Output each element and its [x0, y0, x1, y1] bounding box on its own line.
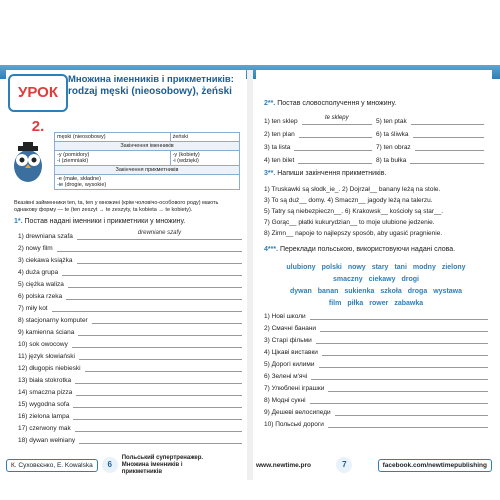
grid-row [264, 138, 488, 151]
item-prompt: 5) ciężka waliza [18, 281, 64, 288]
page-number-right: 7 [336, 457, 352, 473]
item-prompt: 3) ta lista [264, 144, 291, 151]
answer-line[interactable] [75, 422, 242, 432]
answer-line[interactable] [68, 278, 242, 288]
list-item [264, 392, 488, 404]
item-prompt: 9) Дешеві велосипеди [264, 409, 331, 416]
grid-cell [376, 154, 488, 164]
item-prompt: 3) ciekawa książka [18, 257, 73, 264]
task2-number: 2**. [264, 100, 276, 107]
item-prompt: 1) ten sklep [264, 118, 298, 125]
answer-line[interactable] [79, 434, 242, 444]
word-bank-word: banan [317, 288, 339, 295]
table-cell: -y (pomidory) -i (ziemniaki) [55, 151, 171, 166]
item-prompt: 12) długopis niebieski [18, 365, 81, 372]
grid-cell [264, 141, 376, 151]
right-page [256, 70, 492, 475]
item-prompt: 15) wygodna sofa [18, 401, 70, 408]
list-item [18, 420, 242, 432]
grid-cell [376, 128, 488, 138]
answer-line[interactable] [328, 418, 488, 428]
answer-line[interactable] [75, 374, 242, 384]
book-title: Польський супертренажер. Множина іменників і прикметників [121, 454, 204, 475]
answer-line[interactable] [73, 398, 242, 408]
item-prompt: 14) smaczna pizza [18, 389, 73, 396]
word-bank-word: dywan [289, 288, 312, 295]
word-bank-word: piłka [347, 300, 364, 307]
task4-text: Переклади польською, використовуючи надані слова. [279, 246, 456, 253]
task1-heading [14, 218, 185, 225]
word-bank-word: szkoła [380, 288, 402, 295]
task1-list [18, 228, 242, 444]
item-prompt: 4) duża grupa [18, 269, 59, 276]
answer-line[interactable] [57, 242, 242, 252]
table-col-fem: żeński [170, 133, 239, 142]
item-prompt: 13) biała stokrotka [18, 377, 72, 384]
sentence: 3) To są duż__ domy. 4) Smaczn__ jagody leżą na talerzu. [264, 197, 433, 204]
list-item [264, 320, 488, 332]
item-prompt: 8) Модні сукні [264, 397, 306, 404]
item-prompt: 8) ta bułka [376, 157, 407, 164]
task3-text: Напиши закінчення прикметників. [277, 170, 387, 177]
grid-cell [264, 115, 376, 125]
task2-heading [264, 100, 396, 107]
word-bank-word: sukienka [344, 288, 375, 295]
item-prompt: 6) polska rzeka [18, 293, 63, 300]
right-footer [256, 455, 492, 475]
lesson-title [68, 74, 246, 98]
site-link[interactable]: www.newtime.pro [256, 461, 312, 469]
book-spine [247, 70, 253, 480]
grid-row [264, 125, 488, 138]
list-item [264, 368, 488, 380]
word-bank-word: stary [371, 264, 389, 271]
sentence: 8) Zimn__ napoje to najlepszy sposób, aby ugasić pragnienie. [264, 230, 443, 237]
grid-cell [376, 115, 488, 125]
answer-line[interactable] [310, 394, 488, 404]
answer-line[interactable] [335, 406, 488, 416]
answer-line[interactable] [78, 326, 242, 336]
item-prompt: 8) stacjonarny komputer [18, 317, 88, 324]
answer-line[interactable] [77, 254, 242, 264]
item-prompt: 1) drewniana szafa [18, 233, 73, 240]
word-bank-word: smaczny [333, 276, 363, 283]
word-bank-word: modny [412, 264, 436, 271]
item-prompt: 11) język słowiański [18, 353, 75, 360]
item-prompt: 2) Смачні банани [264, 325, 317, 332]
grammar-note: Вказівні займенники ten, ta, ten у множині (крім чоловічо-особового роду) мають однакову форму — te (ten zeszyt → te zeszyty, ta kobieta → te kobiety). [14, 200, 219, 213]
left-footer [6, 455, 246, 475]
task4-number: 4***. [264, 246, 279, 253]
task3-heading [264, 170, 386, 177]
table-col-masc: męski (nieosobowy) [55, 133, 171, 142]
list-item [18, 408, 242, 420]
list-item [18, 300, 242, 312]
item-prompt: 17) czerwony mak [18, 425, 71, 432]
item-prompt: 5) ten ptak [376, 118, 407, 125]
answer-line[interactable] [411, 115, 484, 125]
list-item [18, 360, 242, 372]
answer-line[interactable] [322, 346, 488, 356]
facebook-link[interactable]: facebook.com/newtimepublishing [378, 459, 492, 472]
list-item [264, 332, 488, 344]
list-item [18, 384, 242, 396]
word-bank-word: film [328, 300, 342, 307]
item-prompt: 5) Дорогі килими [264, 361, 315, 368]
word-bank-word: ulubiony [286, 264, 316, 271]
item-prompt: 10) sok owocowy [18, 341, 68, 348]
item-prompt: 6) ta śliwka [376, 131, 409, 138]
owl-mascot-icon [8, 140, 48, 184]
item-prompt: 3) Старі фільми [264, 337, 312, 344]
item-prompt: 4) Цікаві виставки [264, 349, 318, 356]
list-item [264, 356, 488, 368]
grammar-table [54, 132, 240, 190]
table-adj-header: Закінчення прикметників [55, 166, 240, 175]
authors-label: К. Суховєєнко, Е. Kowalska [6, 459, 98, 472]
task2-text: Постав словосполучення у множину. [277, 100, 397, 107]
task2-grid [264, 112, 488, 164]
sentence: 5) Tatry są niebezpieczn__. 6) Krakowsk__ kościoły są star__. [264, 208, 444, 215]
word-bank-word: drogi [401, 276, 419, 283]
task4-list [264, 308, 488, 428]
list-item [18, 324, 242, 336]
item-prompt: 7) Улюблені іграшки [264, 385, 325, 392]
answer-line[interactable] [52, 302, 242, 312]
word-bank-line [264, 274, 488, 286]
answer-line[interactable] [415, 141, 484, 151]
list-item [18, 252, 242, 264]
answer-line[interactable] [62, 266, 242, 276]
list-item [18, 276, 242, 288]
item-prompt: 16) zielona lampa [18, 413, 70, 420]
word-bank-word: tani [394, 264, 407, 271]
list-item [18, 348, 242, 360]
list-item [18, 228, 242, 240]
task1-text: Постав надані іменники і прикметники у множину. [24, 218, 186, 225]
word-bank-word: zielony [441, 264, 466, 271]
grid-cell [376, 141, 488, 151]
item-prompt: 4) ten bilet [264, 157, 295, 164]
answer-line[interactable] [316, 334, 488, 344]
list-item [18, 312, 242, 324]
answer-line[interactable] [328, 382, 488, 392]
item-prompt: 7) miły kot [18, 305, 48, 312]
answer-line[interactable] [294, 141, 372, 151]
word-bank-line [264, 262, 488, 274]
sentence: 1) Truskawki są słodk_ie_. 2) Dojrzał__ banany leżą na stole. [264, 186, 441, 193]
word-bank [264, 262, 488, 310]
item-prompt: 9) kamienna ściana [18, 329, 75, 336]
table-nouns-header: Закінчення іменників [55, 142, 240, 151]
grid-row [264, 151, 488, 164]
word-bank-word: polski [321, 264, 342, 271]
lesson-number: УРОК 2. [8, 74, 68, 112]
task1-number: 1*. [14, 218, 23, 225]
answer-line[interactable] [76, 386, 242, 396]
list-item [18, 432, 242, 444]
answer-line[interactable] [299, 128, 372, 138]
list-item [264, 416, 488, 428]
item-prompt: 6) Зелені м'ячі [264, 373, 308, 380]
item-prompt: 2) ten plan [264, 131, 295, 138]
list-item [264, 404, 488, 416]
answer-line[interactable] [319, 358, 488, 368]
word-bank-word: droga [407, 288, 428, 295]
answer-line[interactable] [66, 290, 242, 300]
table-cell: -e (małe, składne) -ie (drogie, wysokie) [55, 175, 240, 190]
list-item [18, 336, 242, 348]
answer-line[interactable] [72, 338, 242, 348]
list-item [264, 344, 488, 356]
answer-line[interactable] [410, 154, 484, 164]
list-item [18, 240, 242, 252]
page-number-left: 6 [102, 457, 118, 473]
answer-line[interactable] [298, 154, 372, 164]
left-page [6, 70, 246, 475]
grid-cell [264, 154, 376, 164]
answer-line[interactable] [310, 310, 488, 320]
answer-line[interactable] [73, 410, 242, 420]
item-prompt: 1) Нові школи [264, 313, 306, 320]
list-item [264, 380, 488, 392]
task3-sentences [264, 186, 492, 241]
grid-row [264, 112, 488, 125]
list-item [264, 308, 488, 320]
lesson-title-line1: Множина іменників і прикметників: [68, 74, 234, 85]
word-bank-word: rower [369, 300, 389, 307]
item-prompt: 18) dywan wełniany [18, 437, 76, 444]
word-bank-word: nowy [347, 264, 366, 271]
answer-line[interactable] [311, 370, 488, 380]
answer-line[interactable]: drewniane szafy [77, 230, 242, 240]
answer-line[interactable] [413, 128, 484, 138]
item-prompt: 7) ten obraz [376, 144, 411, 151]
answer-line[interactable] [320, 322, 488, 332]
item-prompt: 2) nowy film [18, 245, 53, 252]
word-bank-word: zabawka [394, 300, 424, 307]
answer-line[interactable] [85, 362, 242, 372]
sentence: 7) Gorąc__ płatki kukurydzian__ to moje ulubione jedzenie. [264, 219, 435, 226]
answer-line[interactable] [92, 314, 242, 324]
item-prompt: 10) Польські дороги [264, 421, 324, 428]
task3-number: 3**. [264, 170, 276, 177]
list-item [18, 264, 242, 276]
list-item [18, 396, 242, 408]
lesson-header [6, 70, 246, 135]
answer-line[interactable]: te sklepy [302, 115, 372, 125]
lesson-title-line2: rodzaj męski (nieosobowy), żeński [68, 86, 232, 97]
grid-cell [264, 128, 376, 138]
word-bank-word: wystawa [433, 288, 463, 295]
table-cell: -y (kobiety) -i (wdzięki) [170, 151, 239, 166]
list-item [18, 372, 242, 384]
task4-heading [264, 246, 455, 253]
answer-line[interactable] [79, 350, 242, 360]
list-item [18, 288, 242, 300]
word-bank-line [264, 286, 488, 298]
word-bank-word: ciekawy [368, 276, 396, 283]
